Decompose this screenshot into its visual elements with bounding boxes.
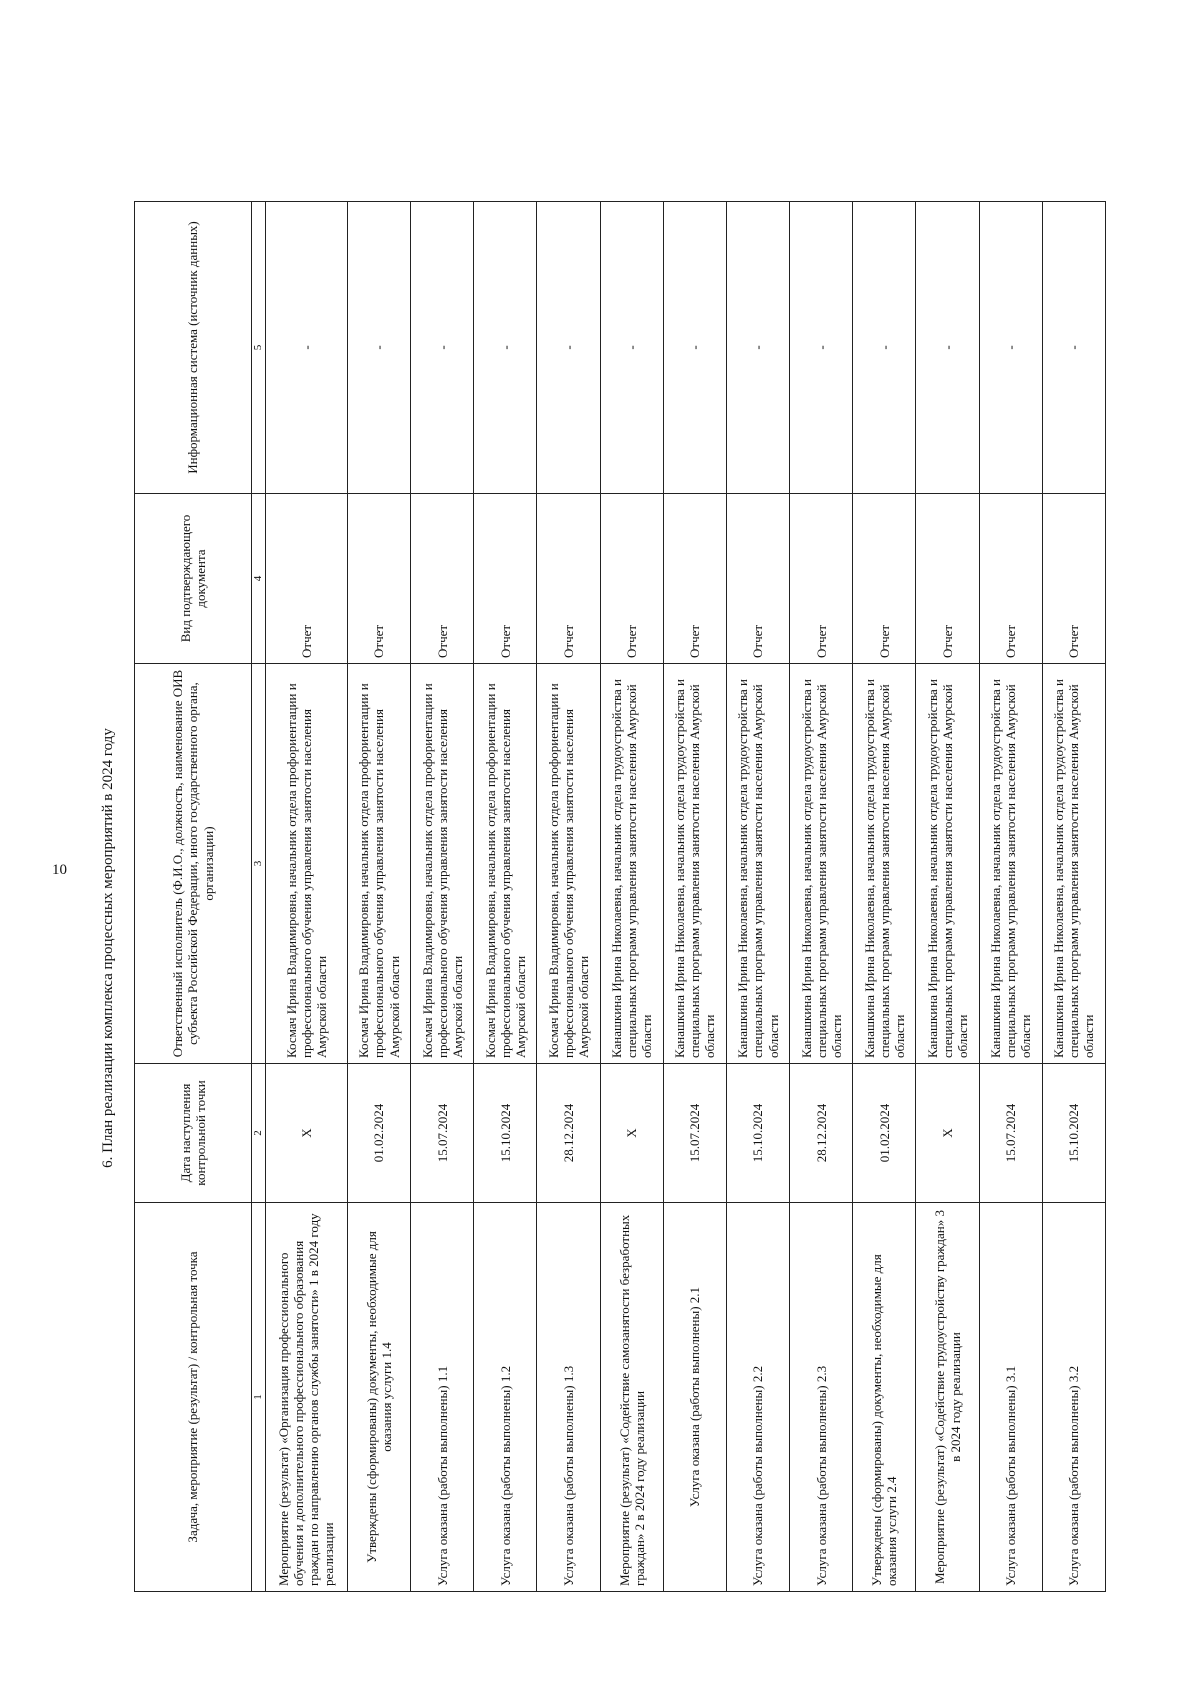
info-system-cell: - bbox=[663, 202, 726, 494]
date-cell: 15.10.2024 bbox=[1042, 1064, 1105, 1203]
column-number-row bbox=[252, 202, 266, 1592]
responsible-cell: Космач Ирина Владимировна, начальник отдела профориентации и профессионального обучения управления занятости населения Амурской области bbox=[474, 664, 537, 1064]
document-type-cell: Отчет bbox=[265, 494, 347, 664]
document-type-cell: Отчет bbox=[916, 494, 979, 664]
page-number: 10 bbox=[52, 862, 67, 878]
info-system-cell: - bbox=[979, 202, 1042, 494]
info-system-cell: - bbox=[537, 202, 600, 494]
task-cell: Услуга оказана (работы выполнены) 1.1 bbox=[411, 1203, 474, 1592]
table-row bbox=[853, 202, 916, 1592]
table-row bbox=[600, 202, 663, 1592]
task-cell: Услуга оказана (работы выполнены) 3.2 bbox=[1042, 1203, 1105, 1592]
document-type-cell: Отчет bbox=[853, 494, 916, 664]
column-number: 3 bbox=[252, 664, 266, 1064]
responsible-cell: Канашкина Ирина Николаевна, начальник отдела трудоустройства и специальных программ управления занятости населения Амурской области bbox=[853, 664, 916, 1064]
table-row bbox=[916, 202, 979, 1592]
table-row bbox=[726, 202, 789, 1592]
column-number: 4 bbox=[252, 494, 266, 664]
document-title: 6. План реализации комплекса процессных мероприятий в 2024 году bbox=[100, 728, 116, 1168]
date-cell: 01.02.2024 bbox=[347, 1064, 410, 1203]
date-cell: X bbox=[600, 1064, 663, 1203]
document-type-cell: Отчет bbox=[600, 494, 663, 664]
responsible-cell: Канашкина Ирина Николаевна, начальник отдела трудоустройства и специальных программ управления занятости населения Амурской области bbox=[979, 664, 1042, 1064]
header-date: Дата наступления контрольной точки bbox=[135, 1064, 252, 1203]
landscape-page bbox=[0, 198, 1200, 1698]
date-cell: 15.10.2024 bbox=[726, 1064, 789, 1203]
table-row bbox=[537, 202, 600, 1592]
document-type-cell: Отчет bbox=[411, 494, 474, 664]
info-system-cell: - bbox=[411, 202, 474, 494]
task-cell: Услуга оказана (работы выполнены) 1.2 bbox=[474, 1203, 537, 1592]
responsible-cell: Канашкина Ирина Николаевна, начальник отдела трудоустройства и специальных программ управления занятости населения Амурской области bbox=[600, 664, 663, 1064]
date-cell: 28.12.2024 bbox=[537, 1064, 600, 1203]
responsible-cell: Космач Ирина Владимировна, начальник отдела профориентации и профессионального обучения управления занятости населения Амурской области bbox=[411, 664, 474, 1064]
column-number: 1 bbox=[252, 1203, 266, 1592]
responsible-cell: Канашкина Ирина Николаевна, начальник отдела трудоустройства и специальных программ управления занятости населения Амурской области bbox=[663, 664, 726, 1064]
date-cell: 15.07.2024 bbox=[411, 1064, 474, 1203]
info-system-cell: - bbox=[265, 202, 347, 494]
responsible-cell: Канашкина Ирина Николаевна, начальник отдела трудоустройства и специальных программ управления занятости населения Амурской области bbox=[1042, 664, 1105, 1064]
responsible-cell: Канашкина Ирина Николаевна, начальник отдела трудоустройства и специальных программ управления занятости населения Амурской области bbox=[916, 664, 979, 1064]
document-type-cell: Отчет bbox=[663, 494, 726, 664]
task-cell: Мероприятие (результат) «Содействие трудоустройству граждан» 3 в 2024 году реализации bbox=[916, 1203, 979, 1592]
document-type-cell: Отчет bbox=[347, 494, 410, 664]
document-type-cell: Отчет bbox=[537, 494, 600, 664]
header-task: Задача, мероприятие (результат) / контрольная точка bbox=[135, 1203, 252, 1592]
info-system-cell: - bbox=[790, 202, 853, 494]
date-cell: 15.10.2024 bbox=[474, 1064, 537, 1203]
task-cell: Мероприятие (результат) «Организация профессионального обучения и дополнительного профессионального образования граждан по направлению органов службы занятости» 1 в 2024 году реализации bbox=[265, 1203, 347, 1592]
task-cell: Услуга оказана (работы выполнены) 2.3 bbox=[790, 1203, 853, 1592]
date-cell: X bbox=[265, 1064, 347, 1203]
document-type-cell: Отчет bbox=[790, 494, 853, 664]
task-cell: Услуга оказана (работы выполнены) 2.2 bbox=[726, 1203, 789, 1592]
task-cell: Услуга оказана (работы выполнены) 3.1 bbox=[979, 1203, 1042, 1592]
plan-table bbox=[134, 201, 1106, 1592]
header-info-system: Информационная система (источник данных) bbox=[135, 202, 252, 494]
date-cell: 01.02.2024 bbox=[853, 1064, 916, 1203]
table-row bbox=[411, 202, 474, 1592]
responsible-cell: Канашкина Ирина Николаевна, начальник отдела трудоустройства и специальных программ управления занятости населения Амурской области bbox=[790, 664, 853, 1064]
task-cell: Утверждены (сформированы) документы, необходимые для оказания услуги 2.4 bbox=[853, 1203, 916, 1592]
responsible-cell: Космач Ирина Владимировна, начальник отдела профориентации и профессионального обучения управления занятости населения Амурской области bbox=[537, 664, 600, 1064]
column-number: 2 bbox=[252, 1064, 266, 1203]
document-type-cell: Отчет bbox=[1042, 494, 1105, 664]
table-row bbox=[265, 202, 347, 1592]
table-row bbox=[474, 202, 537, 1592]
info-system-cell: - bbox=[347, 202, 410, 494]
date-cell: X bbox=[916, 1064, 979, 1203]
document-type-cell: Отчет bbox=[474, 494, 537, 664]
table-row bbox=[1042, 202, 1105, 1592]
column-number: 5 bbox=[252, 202, 266, 494]
task-cell: Услуга оказана (работы выполнены) 1.3 bbox=[537, 1203, 600, 1592]
info-system-cell: - bbox=[726, 202, 789, 494]
header-responsible: Ответственный исполнитель (Ф.И.О., должность, наименование ОИВ субъекта Российской Федерации, иного государственного органа, организации) bbox=[135, 664, 252, 1064]
responsible-cell: Канашкина Ирина Николаевна, начальник отдела трудоустройства и специальных программ управления занятости населения Амурской области bbox=[726, 664, 789, 1064]
header-row bbox=[135, 202, 252, 1592]
table-row bbox=[979, 202, 1042, 1592]
date-cell: 28.12.2024 bbox=[790, 1064, 853, 1203]
info-system-cell: - bbox=[916, 202, 979, 494]
document-type-cell: Отчет bbox=[726, 494, 789, 664]
task-cell: Утверждены (сформированы) документы, необходимые для оказания услуги 1.4 bbox=[347, 1203, 410, 1592]
task-cell: Мероприятие (результат) «Содействие самозанятости безработных граждан» 2 в 2024 году реализации bbox=[600, 1203, 663, 1592]
table-row bbox=[790, 202, 853, 1592]
table-row bbox=[347, 202, 410, 1592]
info-system-cell: - bbox=[1042, 202, 1105, 494]
document-type-cell: Отчет bbox=[979, 494, 1042, 664]
task-cell: Услуга оказана (работы выполнены) 2.1 bbox=[663, 1203, 726, 1592]
info-system-cell: - bbox=[474, 202, 537, 494]
info-system-cell: - bbox=[600, 202, 663, 494]
info-system-cell: - bbox=[853, 202, 916, 494]
table-row bbox=[663, 202, 726, 1592]
date-cell: 15.07.2024 bbox=[979, 1064, 1042, 1203]
date-cell: 15.07.2024 bbox=[663, 1064, 726, 1203]
header-document-type: Вид подтверждающего документа bbox=[135, 494, 252, 664]
responsible-cell: Космач Ирина Владимировна, начальник отдела профориентации и профессионального обучения управления занятости населения Амурской области bbox=[265, 664, 347, 1064]
responsible-cell: Космач Ирина Владимировна, начальник отдела профориентации и профессионального обучения управления занятости населения Амурской области bbox=[347, 664, 410, 1064]
